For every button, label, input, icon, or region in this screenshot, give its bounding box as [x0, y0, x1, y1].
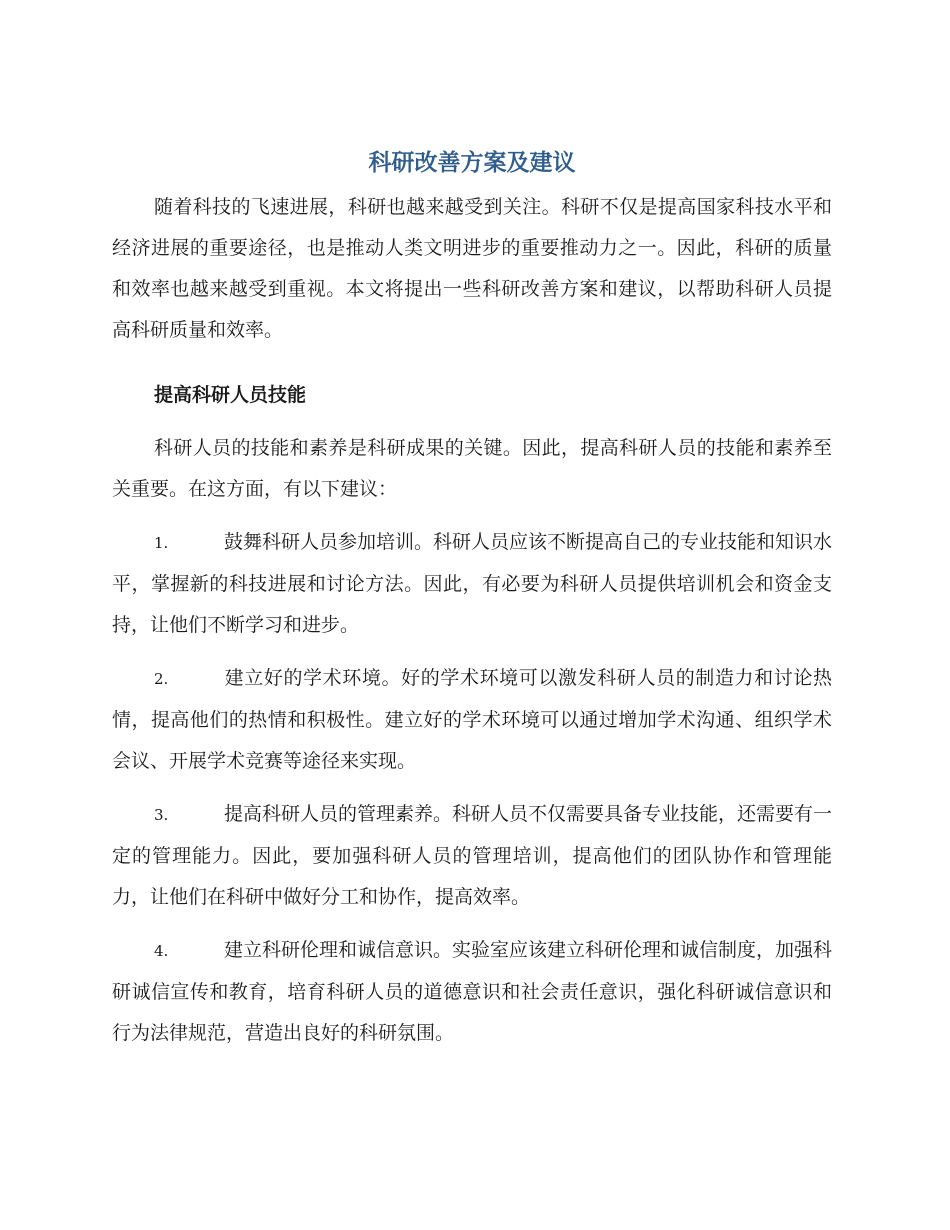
list-item-text: 建立科研伦理和诚信意识。实验室应该建立科研伦理和诚信制度，加强科研诚信宣传和教育，培育科研人员的道德意识和社会责任意识，强化科研诚信意识和行为法律规范，营造出良好的科研氛围。 [112, 939, 833, 1044]
document-page [112, 145, 832, 1054]
section-intro-paragraph: 科研人员的技能和素养是科研成果的关键。因此，提高科研人员的技能和素养至关重要。在这方面，有以下建议： [112, 437, 832, 500]
intro-paragraph: 随着科技的飞速进展，科研也越来越受到关注。科研不仅是提高国家科技水平和经济进展的重要途径，也是推动人类文明进步的重要推动力之一。因此，科研的质量和效率也越来越受到重视。本文将提出一些科研改善方案和建议，以帮助科研人员提高科研质量和效率。 [112, 196, 832, 341]
list-item [112, 794, 832, 918]
section-heading: 提高科研人员技能 [154, 384, 307, 406]
list-item-number: 3. [154, 806, 169, 824]
list-item-text: 建立好的学术环境。好的学术环境可以激发科研人员的制造力和讨论热情，提高他们的热情和积极性。建立好的学术环境可以通过增加学术沟通、组织学术会议、开展学术竞赛等途径来实现。 [112, 667, 832, 772]
list-item-number: 2. [154, 670, 169, 688]
spacer [112, 351, 832, 363]
list-item [112, 658, 832, 782]
list-item [112, 522, 832, 646]
document-title: 科研改善方案及建议 [368, 150, 576, 176]
list-item [112, 930, 832, 1054]
list-item-number: 1. [154, 534, 169, 552]
list-item-text: 提高科研人员的管理素养。科研人员不仅需要具备专业技能，还需要有一定的管理能力。因此，要加强科研人员的管理培训，提高他们的团队协作和管理能力，让他们在科研中做好分工和协作，提高效率。 [112, 803, 833, 908]
list-item-text: 鼓舞科研人员参加培训。科研人员应该不断提高自己的专业技能和知识水平，掌握新的科技进展和讨论方法。因此，有必要为科研人员提供培训机会和资金支持，让他们不断学习和进步。 [112, 531, 833, 636]
list-item-number: 4. [154, 942, 169, 960]
